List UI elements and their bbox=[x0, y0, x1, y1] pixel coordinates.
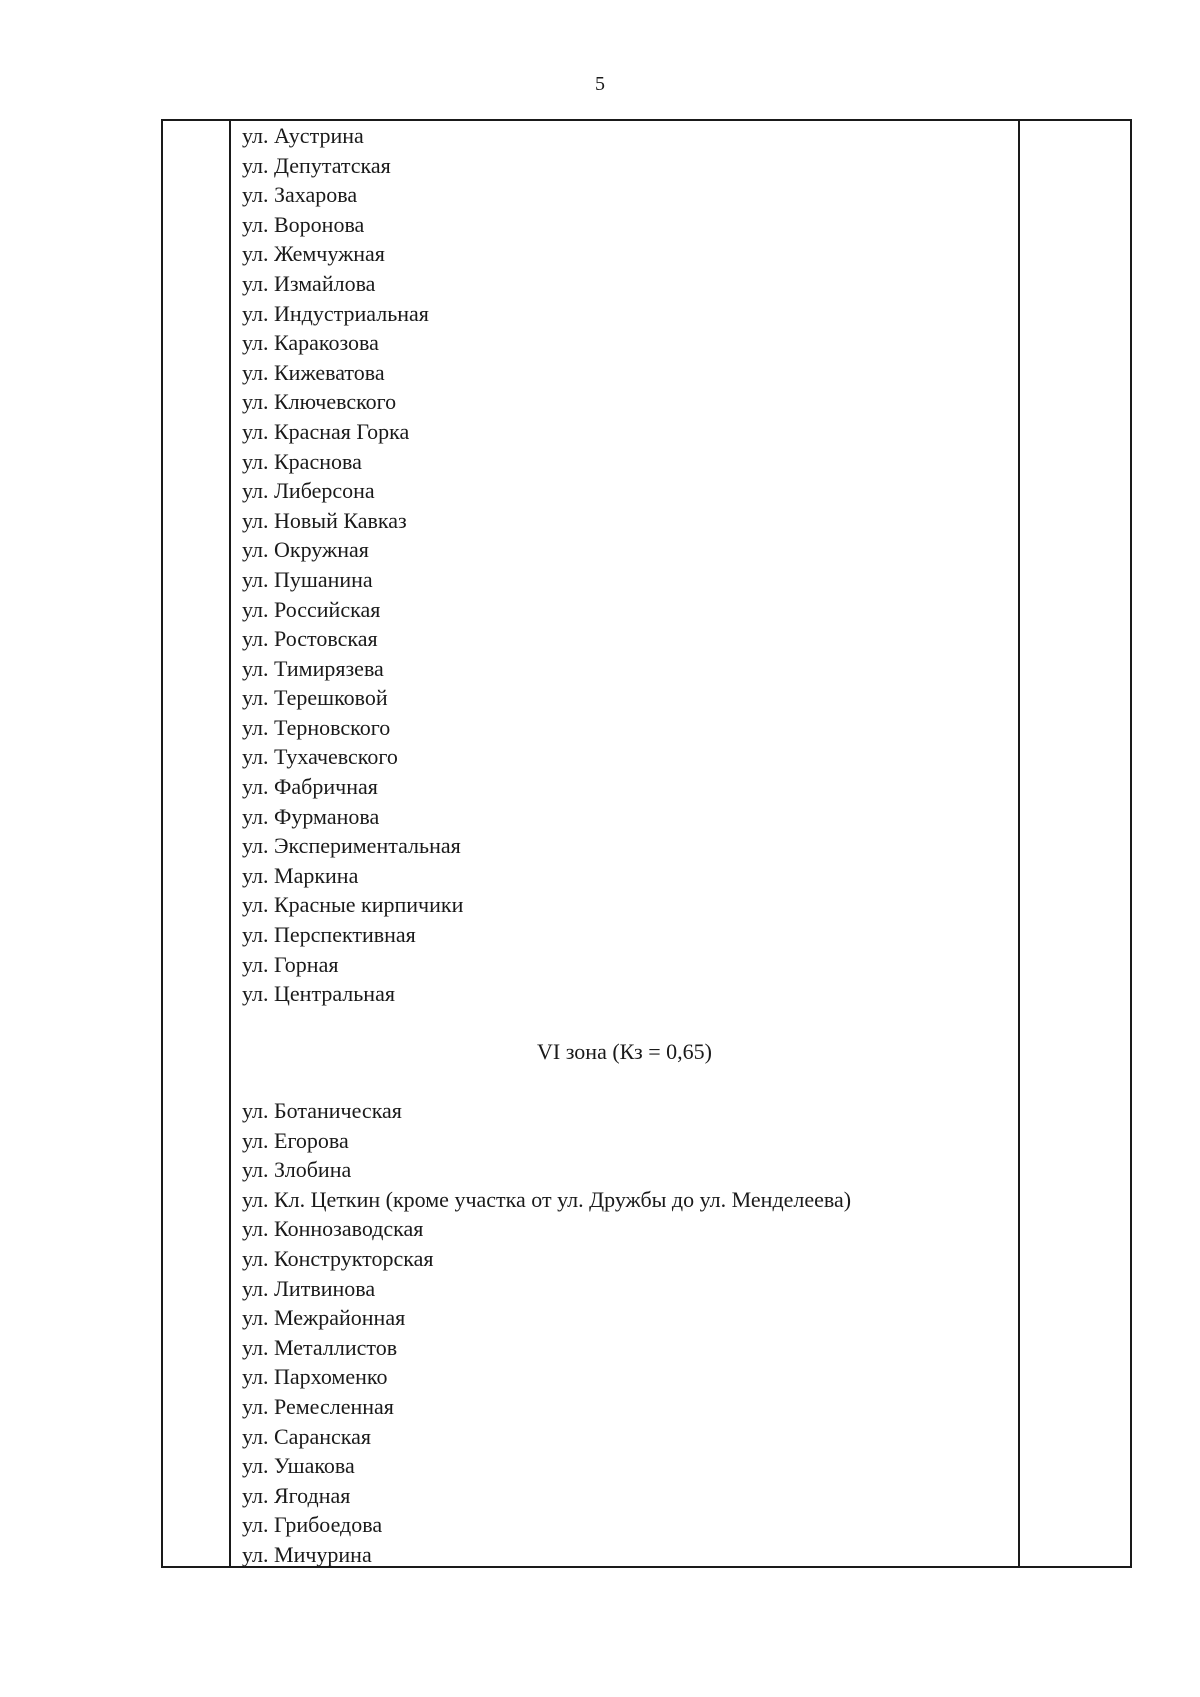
street-item: ул. Ростовская bbox=[242, 626, 378, 652]
street-item: ул. Коннозаводская bbox=[242, 1216, 424, 1242]
street-item: ул. Ключевского bbox=[242, 389, 397, 415]
street-item: ул. Краснова bbox=[242, 448, 362, 474]
zone-heading: VI зона (Кз = 0,65) bbox=[537, 1039, 712, 1064]
street-item: ул. Горная bbox=[242, 951, 339, 977]
street-item: ул. Терешковой bbox=[242, 685, 388, 711]
street-item: ул. Грибоедова bbox=[242, 1512, 383, 1538]
street-item: ул. Ушакова bbox=[242, 1453, 355, 1479]
street-item: ул. Измайлова bbox=[242, 270, 376, 296]
table-column-divider-right bbox=[1018, 121, 1020, 1566]
street-item: ул. Конструкторская bbox=[242, 1245, 434, 1271]
page-number: 5 bbox=[595, 73, 605, 95]
street-item: ул. Новый Кавказ bbox=[242, 507, 407, 533]
street-item: ул. Российская bbox=[242, 596, 381, 622]
street-item: ул. Мичурина bbox=[242, 1541, 372, 1567]
street-list-zone-vi bbox=[242, 1096, 1018, 1570]
street-item: ул. Кл. Цеткин (кроме участка от ул. Дружбы до ул. Менделеева) bbox=[242, 1186, 852, 1212]
street-item: ул. Аустрина bbox=[242, 123, 364, 148]
street-item: ул. Тимирязева bbox=[242, 655, 384, 681]
street-item: ул. Кижеватова bbox=[242, 359, 385, 385]
street-item: ул. Маркина bbox=[242, 862, 359, 888]
street-item: ул. Литвинова bbox=[242, 1275, 376, 1301]
street-item: ул. Межрайонная bbox=[242, 1305, 406, 1331]
street-item: ул. Центральная bbox=[242, 981, 395, 1007]
street-list-zone-v bbox=[242, 121, 1018, 1009]
street-item: ул. Красные кирпичики bbox=[242, 892, 464, 918]
street-item: ул. Фурманова bbox=[242, 803, 380, 829]
street-item: ул. Саранская bbox=[242, 1423, 371, 1449]
street-item: ул. Ремесленная bbox=[242, 1393, 394, 1419]
street-item: ул. Красная Горка bbox=[242, 418, 410, 444]
street-item: ул. Захарова bbox=[242, 182, 358, 208]
street-item: ул. Либерсона bbox=[242, 478, 375, 504]
street-item: ул. Окружная bbox=[242, 537, 369, 563]
street-item: ул. Ягодная bbox=[242, 1482, 351, 1508]
street-item: ул. Фабричная bbox=[242, 774, 378, 800]
street-zone-table bbox=[161, 119, 1132, 1568]
street-item: ул. Металлистов bbox=[242, 1334, 398, 1360]
street-list-cell bbox=[231, 121, 1018, 1566]
street-item: ул. Злобина bbox=[242, 1157, 352, 1183]
street-item: ул. Каракозова bbox=[242, 330, 379, 356]
street-item: ул. Терновского bbox=[242, 714, 391, 740]
street-item: ул. Тухачевского bbox=[242, 744, 398, 770]
street-item: ул. Воронова bbox=[242, 211, 365, 237]
street-item: ул. Перспективная bbox=[242, 922, 416, 948]
street-item: ул. Ботаническая bbox=[242, 1098, 402, 1123]
street-item: ул. Депутатская bbox=[242, 152, 391, 178]
street-item: ул. Жемчужная bbox=[242, 241, 385, 267]
street-item: ул. Экспериментальная bbox=[242, 833, 461, 859]
street-item: ул. Пушанина bbox=[242, 566, 373, 592]
street-item: ул. Егорова bbox=[242, 1127, 349, 1153]
street-item: ул. Индустриальная bbox=[242, 300, 429, 326]
street-item: ул. Пархоменко bbox=[242, 1364, 388, 1390]
